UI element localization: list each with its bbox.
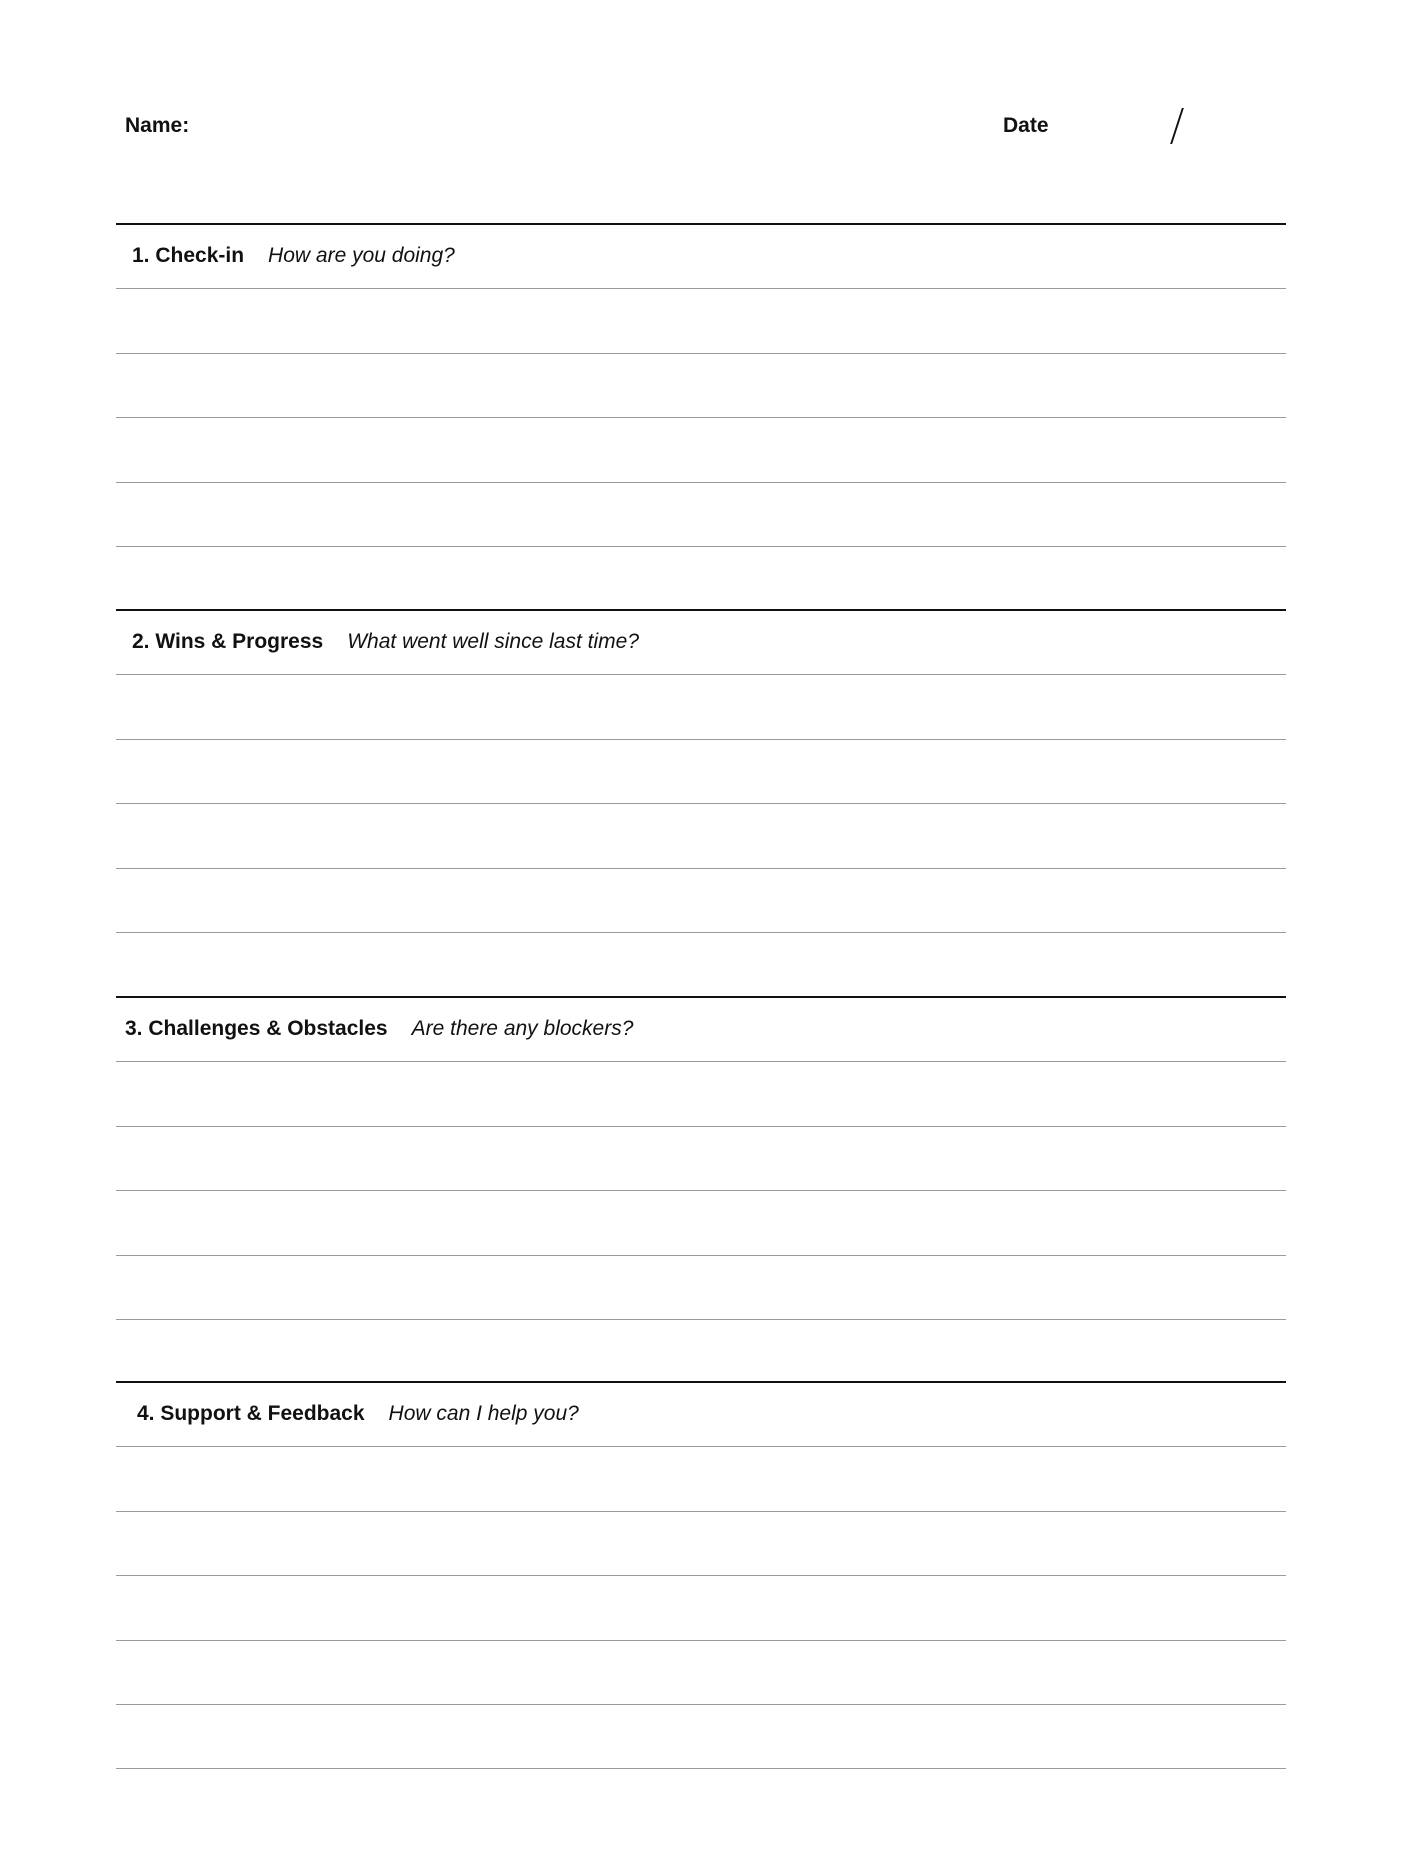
section-title: 4. Support & Feedback [137,1402,365,1425]
writing-line [116,1319,1286,1320]
writing-line [116,1704,1286,1705]
writing-line [116,803,1286,804]
answer-line-input[interactable] [120,1146,1284,1188]
section-title: 1. Check-in [132,244,245,267]
name-label: Name: [125,114,190,137]
section-heading [125,1017,633,1041]
writing-line [116,739,1286,740]
answer-line-input[interactable] [120,373,1284,415]
section-title: 2. Wins & Progress [132,630,324,653]
section-divider [116,996,1286,998]
date-label: Date [1003,114,1049,137]
writing-line [116,482,1286,483]
answer-line-input[interactable] [120,1788,1284,1830]
section-prompt: Are there any blockers? [411,1017,634,1040]
answer-line-input[interactable] [120,1210,1284,1252]
answer-line-input[interactable] [120,437,1284,479]
answer-line-input[interactable] [120,502,1284,544]
writing-line [116,417,1286,418]
section-divider [116,609,1286,611]
answer-line-input[interactable] [120,694,1284,736]
answer-line-input[interactable] [120,1660,1284,1702]
answer-line-input[interactable] [120,1531,1284,1573]
writing-line [116,1575,1286,1576]
date-month-field[interactable] [1070,110,1174,142]
writing-line [116,674,1286,675]
writing-line [116,1190,1286,1191]
writing-line [116,546,1286,547]
answer-line-input[interactable] [120,1466,1284,1508]
section-heading [137,1402,579,1426]
writing-line [116,1446,1286,1447]
writing-line [116,288,1286,289]
answer-line-input[interactable] [120,823,1284,865]
writing-line [116,868,1286,869]
writing-line [116,1061,1286,1062]
writing-line [116,1768,1286,1769]
date-day-field[interactable] [1195,110,1289,142]
writing-line [116,1126,1286,1127]
answer-line-input[interactable] [120,1595,1284,1637]
writing-line [116,1511,1286,1512]
writing-line [116,932,1286,933]
section-prompt: How can I help you? [388,1402,579,1425]
section-divider [116,1381,1286,1383]
answer-line-input[interactable] [120,888,1284,930]
section-divider [116,223,1286,225]
section-heading [132,630,639,654]
answer-line-input[interactable] [120,1275,1284,1317]
section-title: 3. Challenges & Obstacles [125,1017,388,1040]
answer-line-input[interactable] [120,1724,1284,1766]
answer-line-input[interactable] [120,759,1284,801]
section-prompt: What went well since last time? [347,630,639,653]
section-heading [132,244,455,268]
writing-line [116,353,1286,354]
name-field[interactable] [200,110,964,142]
answer-line-input[interactable] [120,1081,1284,1123]
writing-line [116,1255,1286,1256]
writing-line [116,1640,1286,1641]
answer-line-input[interactable] [120,308,1284,350]
section-prompt: How are you doing? [268,244,455,267]
